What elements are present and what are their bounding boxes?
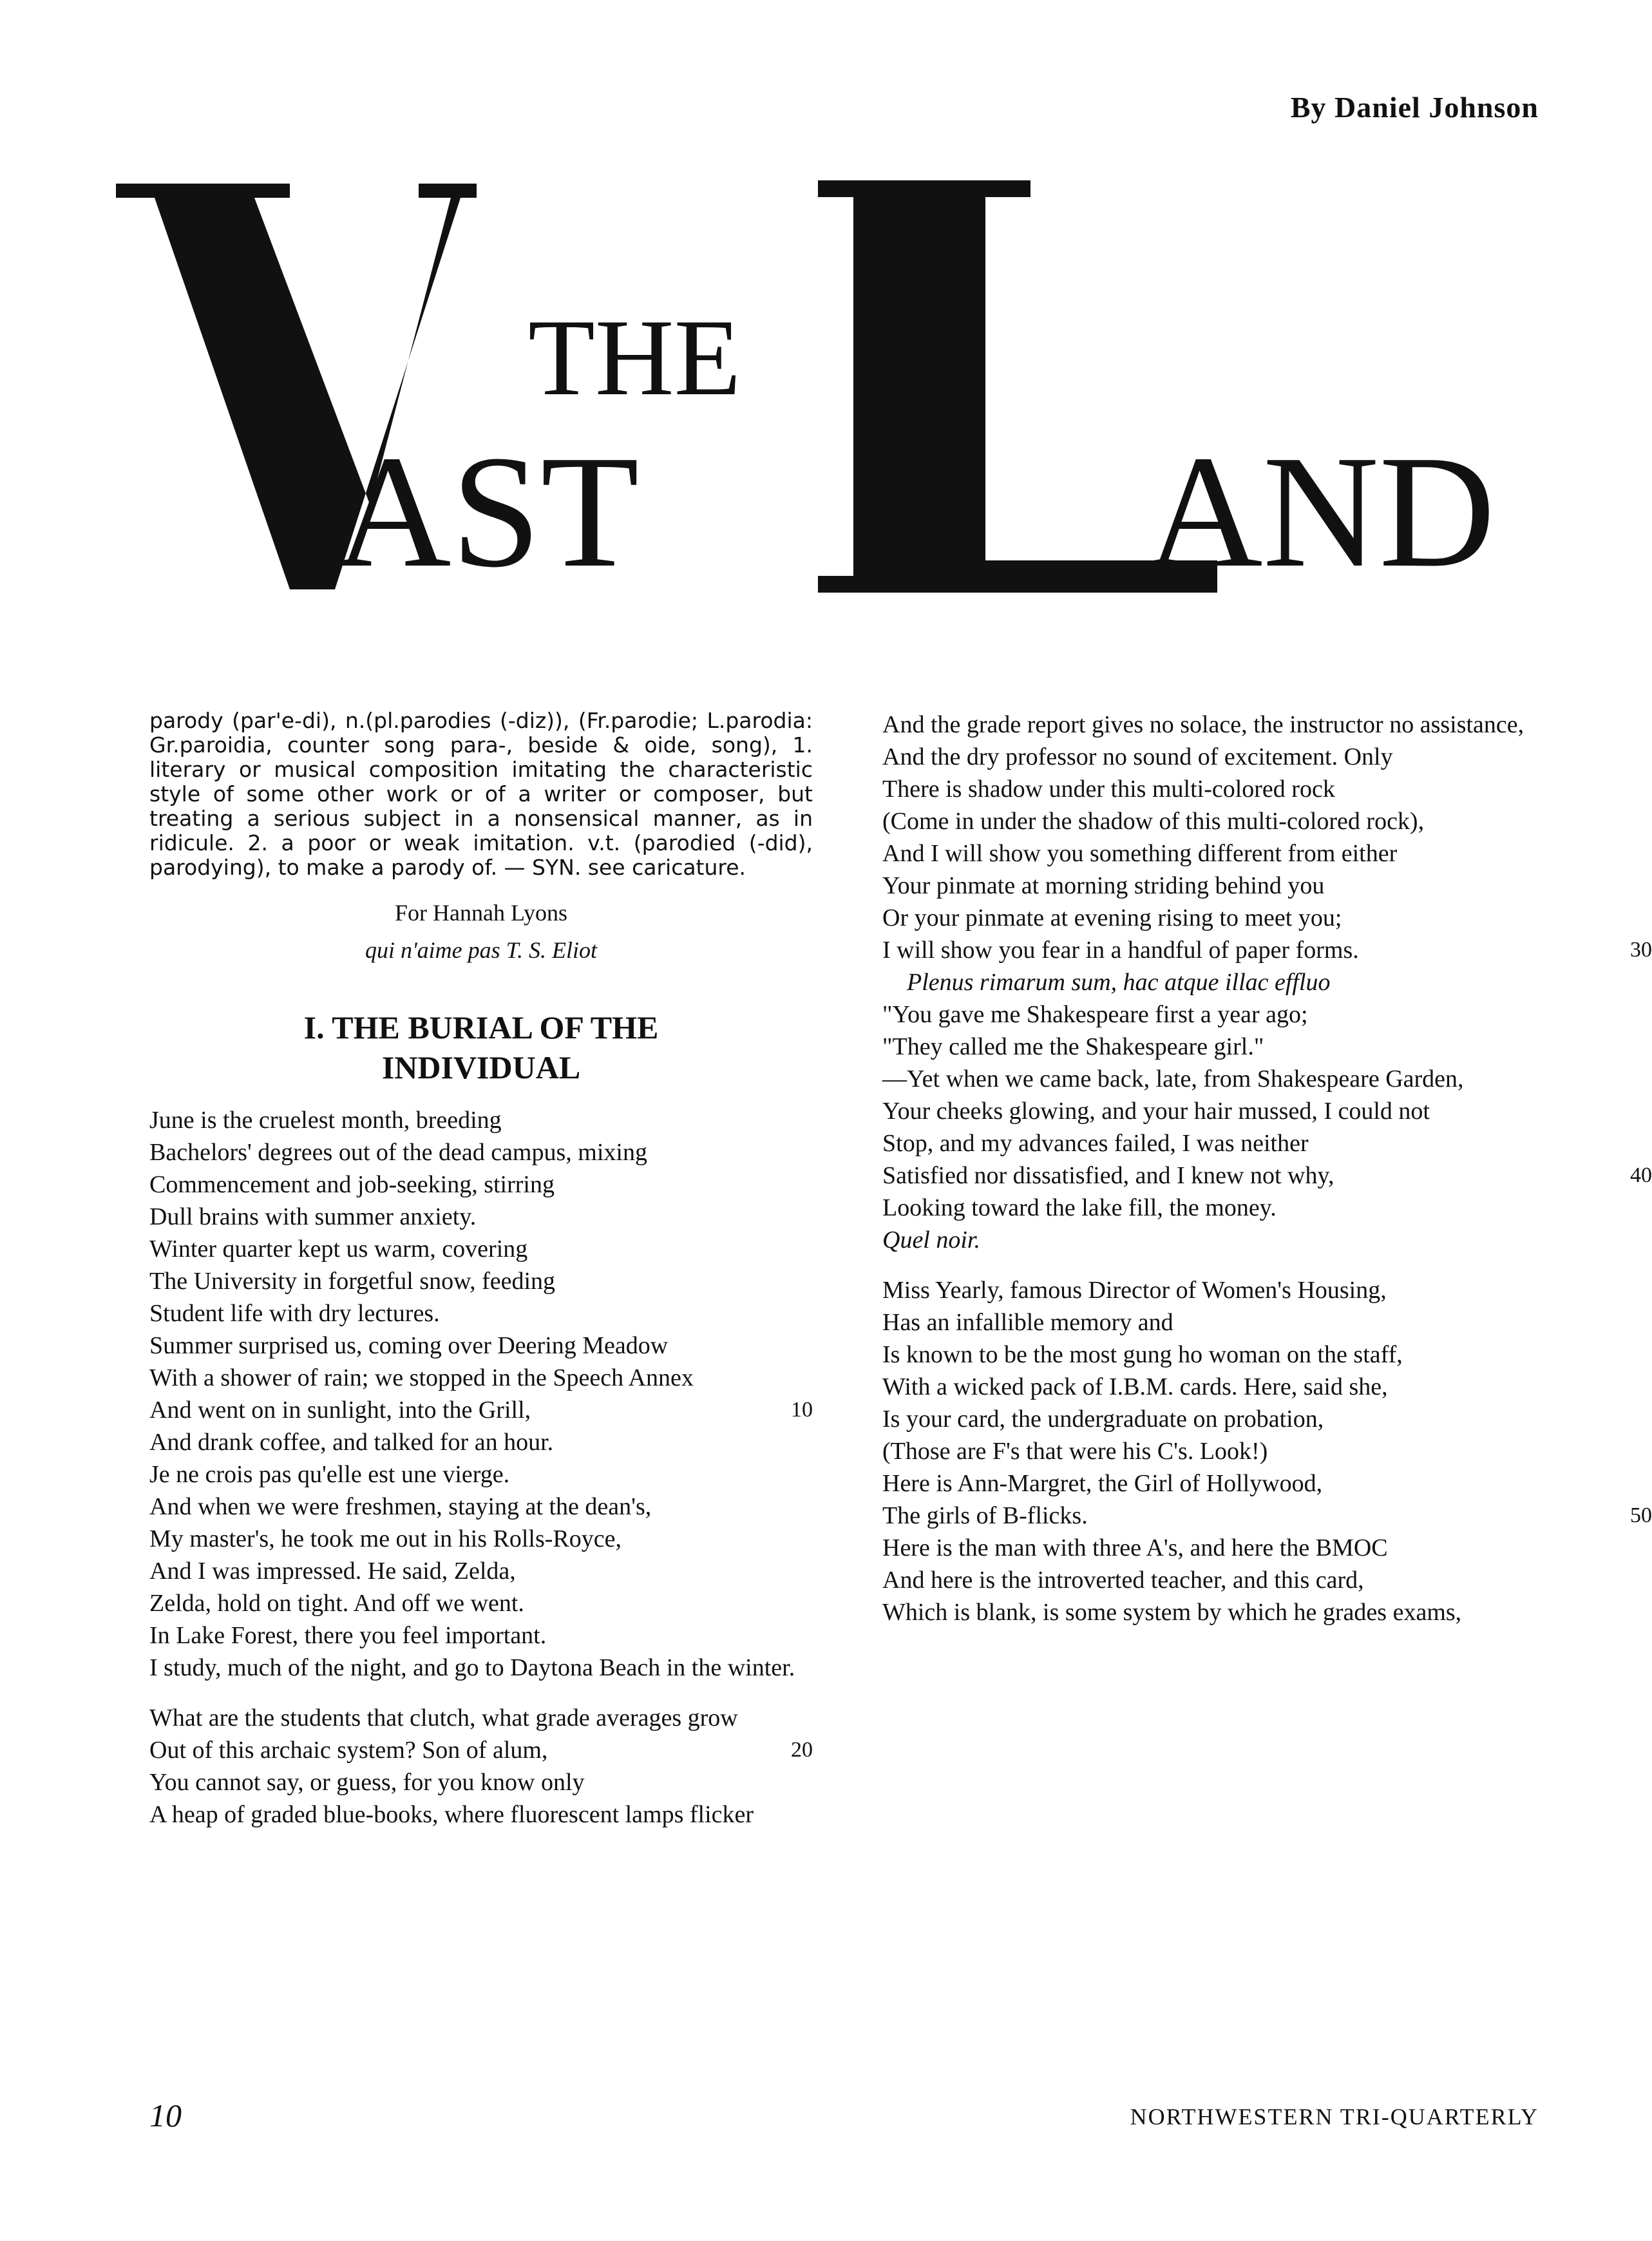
poem-line [882,1532,1539,1564]
poem-line [149,1587,813,1619]
dedication [149,894,813,969]
poem-line [149,1265,813,1297]
poem-line [149,1458,813,1491]
poem-line-text: Winter quarter kept us warm, covering [149,1235,528,1263]
poem-line [882,1192,1539,1224]
poem-line-text: The University in forgetful snow, feeding [149,1268,556,1295]
poem-line-text: Is your card, the undergraduate on probation, [882,1406,1324,1433]
right-column [882,709,1652,1628]
poem-line-text: Summer surprised us, coming over Deering Meadow [149,1332,669,1359]
poem-line-text: And the grade report gives no solace, the instructor no assistance, [882,711,1524,738]
poem-line-text: "You gave me Shakespeare first a year ago; [882,1001,1308,1028]
poem-line [882,870,1539,902]
poem-line-text: Quel noir. [882,1226,980,1254]
poem-line [149,1523,813,1555]
poem-line-text: And here is the introverted teacher, and this card, [882,1567,1364,1594]
poem-line-text: Or your pinmate at evening rising to meet you; [882,904,1342,931]
poem-line [882,1371,1539,1403]
poem-right-column [882,709,1652,1628]
poem-line-text: And when we were freshmen, staying at the dean's, [149,1493,652,1520]
poem-line [882,1339,1539,1371]
poem-line [882,966,1539,998]
page-number: 10 [149,2097,182,2133]
poem-line-text: Student life with dry lectures. [149,1300,440,1327]
poem-line-text: And went on in sunlight, into the Grill, [149,1397,531,1424]
poem-line-text: Out of this archaic system? Son of alum, [149,1737,548,1764]
poem-line [882,1095,1539,1127]
poem-line [882,1274,1539,1306]
poem-line [149,1233,813,1265]
poem-line-text: Dull brains with summer anxiety. [149,1203,477,1230]
poem-line-text: Here is Ann-Margret, the Girl of Hollywood, [882,1470,1323,1497]
poem-line-text: June is the cruelest month, breeding [149,1107,502,1134]
dedication-line: For Hannah Lyons [395,900,567,926]
poem-line-text: Zelda, hold on tight. And off we went. [149,1590,524,1617]
poem-line [882,934,1652,966]
poem-line-text: —Yet when we came back, late, from Shakespeare Garden, [882,1065,1464,1092]
poem-line-text: Your cheeks glowing, and your hair mussed, I could not [882,1098,1430,1125]
poem-line-text: Stop, and my advances failed, I was neither [882,1130,1309,1157]
poem-line [149,1702,813,1734]
poem-line-text: With a shower of rain; we stopped in the Speech Annex [149,1364,694,1391]
poem-line [882,741,1539,773]
poem-line-text: Miss Yearly, famous Director of Women's Housing, [882,1277,1387,1304]
poem-line [149,1652,813,1684]
poem-line-text: Looking toward the lake fill, the money. [882,1194,1277,1221]
poem-line [882,1500,1652,1532]
poem-line [882,1063,1539,1095]
line-number: 20 [791,1738,813,1762]
section-heading-line: INDIVIDUAL [381,1049,581,1085]
poem-line-text: With a wicked pack of I.B.M. cards. Here, said she, [882,1373,1388,1400]
poem-line-text: You cannot say, or guess, for you know only [149,1769,585,1796]
dedication-line: qui n'aime pas T. S. Eliot [365,937,598,963]
poem-line-text: There is shadow under this multi-colored rock [882,776,1335,803]
poem-line [882,709,1539,741]
left-column [149,709,813,1831]
poem-line [149,1426,813,1458]
poem-line-text: What are the students that clutch, what grade averages grow [149,1704,738,1731]
title-ast: AST [335,423,640,601]
poem-line [149,1798,813,1831]
poem-line [882,1467,1539,1500]
poem-line [882,837,1539,870]
poem-line-text: In Lake Forest, there you feel important. [149,1622,547,1649]
title-the: THE [528,297,741,418]
journal-name: NORTHWESTERN TRI-QUARTERLY [1130,2104,1539,2130]
poem-line [149,1201,813,1233]
poem-line-text: And the dry professor no sound of excitement. Only [882,743,1393,770]
poem-line [149,1734,813,1766]
line-number: 30 [1630,938,1652,962]
poem-line [882,1031,1539,1063]
poem-line-text: Which is blank, is some system by which he grades exams, [882,1599,1462,1626]
poem-line [882,1224,1539,1256]
section-heading-line: I. THE BURIAL OF THE [303,1009,659,1045]
poem-line-text: (Those are F's that were his C's. Look!) [882,1438,1268,1465]
poem-line [882,998,1539,1031]
poem-line-text: Here is the man with three A's, and here the BMOC [882,1534,1388,1561]
poem-line-text: And I will show you something different from either [882,840,1398,867]
poem-line [882,1564,1539,1596]
poem-line-text: Satisfied nor dissatisfied, and I knew not why, [882,1162,1334,1189]
poem-line [149,1766,813,1798]
poem-line [149,1330,813,1362]
poem-line [149,1555,813,1587]
poem-line [149,1168,813,1201]
poem-line-text: Plenus rimarum sum, hac atque illac effluo [907,969,1331,996]
poem-line-text: And drank coffee, and talked for an hour. [149,1429,554,1456]
poem-line-text: A heap of graded blue-books, where fluorescent lamps flicker [149,1801,754,1828]
poem-line [882,1306,1539,1339]
poem-line [882,902,1539,934]
poem-line-text: I will show you fear in a handful of paper forms. [882,937,1359,964]
parody-definition: parody (par'e-di), n.(pl.parodies (-diz)), (Fr.parodie; L.parodia: Gr.paroidia, counter song para-, beside & oide, song), 1. literary or musical composition imitating the characteristic style of some other work or of a writer or composer, but treating a serious subject in a nonsensical manner, as in ridicule. 2. a poor or weak imitation. v.t. (parodied (-did), parodying), to make a parody of. — SYN. see caricature. [149,708,813,880]
poem-left-column [149,1104,813,1831]
poem-line [882,1403,1539,1435]
poem-line [882,1159,1652,1192]
poem-line-text: Commencement and job-seeking, stirring [149,1171,555,1198]
poem-line-text: And I was impressed. He said, Zelda, [149,1558,516,1585]
poem-line [149,1394,813,1426]
poem-line [882,1596,1539,1628]
poem-line [882,773,1539,805]
poem-line [149,1619,813,1652]
line-number: 10 [791,1398,813,1422]
poem-line-text: Bachelors' degrees out of the dead campus, mixing [149,1139,647,1166]
poem-line [882,1127,1539,1159]
poem-line-text: Has an infallible memory and [882,1309,1173,1336]
poem-line [149,1297,813,1330]
poem-line [149,1136,813,1168]
poem-line [149,1491,813,1523]
poem-line [149,1104,813,1136]
poem-line [882,805,1539,837]
poem-line [882,1435,1539,1467]
poem-line [149,1362,813,1394]
poem-line-text: I study, much of the night, and go to Daytona Beach in the winter. [149,1654,795,1681]
title-and: AND [1146,423,1495,601]
poem-line-text: Your pinmate at morning striding behind you [882,872,1325,899]
poem-line-text: My master's, he took me out in his Rolls-Royce, [149,1525,622,1552]
poem-line-text: Je ne crois pas qu'elle est une vierge. [149,1461,510,1488]
poem-line-text: "They called me the Shakespeare girl." [882,1033,1264,1060]
poem-line-text: (Come in under the shadow of this multi-colored rock), [882,808,1425,835]
line-number: 50 [1630,1503,1652,1527]
section-heading [149,1007,813,1087]
poem-line-text: Is known to be the most gung ho woman on the staff, [882,1341,1403,1368]
line-number: 40 [1630,1163,1652,1187]
poem-line-text: The girls of B-flicks. [882,1502,1088,1529]
byline: By Daniel Johnson [1290,91,1539,124]
